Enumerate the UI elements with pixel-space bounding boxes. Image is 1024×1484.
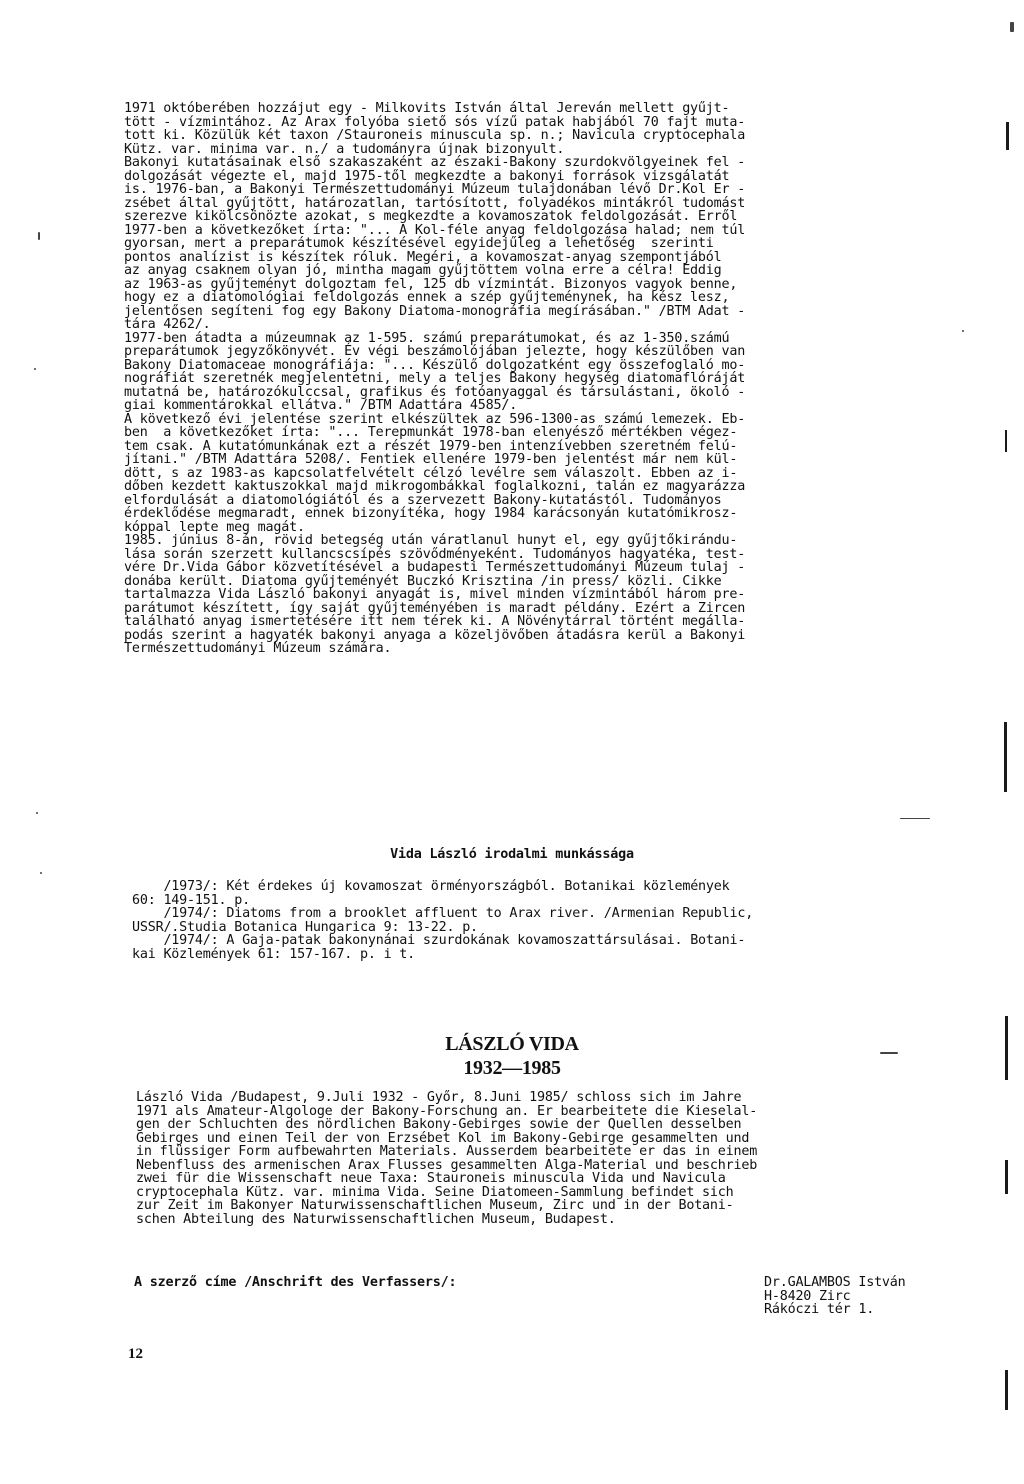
bibliography-line: /1974/: Diatoms from a brooklet affluent to Arax river. /Armenian Republic, xyxy=(132,906,754,921)
address-line: Dr.GALAMBOS István xyxy=(764,1275,906,1290)
main-text-line: 1985. június 8-án, rövid betegség után váratlanul hunyt el, egy gyűjtőkirándu- xyxy=(124,533,738,548)
biography-title-name: LÁSZLÓ VIDA xyxy=(445,1033,579,1055)
main-text-line: jítani." /BTM Adattára 5208/. Fentiek ellenére 1979-ben jelentést már nem kül- xyxy=(124,452,738,467)
bibliography-line: 60: 149-151. p. xyxy=(132,892,250,908)
scan-speck xyxy=(900,818,930,819)
main-text-line: vére Dr.Vida Gábor közvetítésével a budapesti Természettudományi Múzeum tulaj - xyxy=(124,560,746,575)
scan-edge-mark xyxy=(1005,1370,1008,1410)
main-text-line: tartalmazza Vida László bakonyi anyagát is, mivel minden vízmintából három pre- xyxy=(124,587,746,602)
main-text-block xyxy=(124,102,745,656)
main-text-line: elfordulását a diatomológiától és a szervezett Bakony-kutatástól. Tudományos xyxy=(124,492,722,508)
main-text-line: kóppal lepte meg magát. xyxy=(124,519,305,535)
german-summary-line: cryptocephala Kütz. var. minima Vida. Seine Diatomeen-Sammlung befindet sich xyxy=(136,1184,734,1200)
german-summary-line: László Vida /Budapest, 9.Juli 1932 - Győr, 8.Juni 1985/ schloss sich im Jahre xyxy=(136,1090,742,1105)
main-text-line: zsébet által gyűjtött, határozatlan, tartósított, folyadékos mintákról tudomást xyxy=(124,195,746,211)
german-summary-line: zur Zeit im Bakonyer Naturwissenschaftlichen Museum, Zirc und in der Botani- xyxy=(136,1198,734,1213)
scan-speck xyxy=(962,330,964,332)
bibliography-line: /1974/: A Gaja-patak bakonynánai szurdokának kovamoszattársulásai. Botani- xyxy=(132,933,746,948)
bibliography-block xyxy=(132,880,753,961)
biography-title-years: 1932—1985 xyxy=(463,1057,561,1079)
bibliography-line: /1973/: Két érdekes új kovamoszat örményországból. Botanikai közlemények xyxy=(132,879,730,894)
scan-edge-mark xyxy=(1005,430,1007,452)
scan-edge-mark xyxy=(1004,722,1007,792)
main-text-line: található anyag ismertetésére itt nem térek ki. A Növénytárral történt megálla- xyxy=(124,614,746,629)
main-text-line: Kütz. var. minima var. n./ a tudományra újnak bizonyult. xyxy=(124,141,565,157)
scan-speck xyxy=(38,232,40,240)
scan-edge-mark xyxy=(1005,1160,1008,1194)
main-text-line: tött - vízmintához. Az Arax folyóba siető sós vízű patak habjából 70 fajt muta- xyxy=(124,114,746,130)
german-summary-line: 1971 als Amateur-Algologe der Bakony-Forschung an. Er bearbeitete die Kieselal- xyxy=(136,1103,758,1119)
address-line: Rákóczi tér 1. xyxy=(764,1302,875,1317)
german-summary-line: Gebirges und einen Teil der von Erzsébet Kol im Bakony-Gebirge gesammelten und xyxy=(136,1130,750,1146)
main-text-line: tára 4262/. xyxy=(124,317,211,332)
scan-edge-mark xyxy=(1006,122,1009,150)
scan-speck xyxy=(1010,22,1014,32)
scan-speck xyxy=(34,368,36,370)
scan-speck xyxy=(40,872,42,874)
scan-speck xyxy=(36,812,38,814)
scan-edge-mark xyxy=(1005,1016,1008,1080)
main-text-line: 1977-ben átadta a múzeumnak az 1-595. számú preparátumokat, és az 1-350.számú xyxy=(124,330,730,346)
main-text-line: dőben kezdett kaktuszokkal majd mikrogombákkal foglalkozni, talán ez magyarázza xyxy=(124,479,746,494)
page-number: 12 xyxy=(128,1346,143,1362)
main-text-line: 1977-ben a következőket írta: "... A Kol-féle anyag feldolgozása halad; nem túl xyxy=(124,222,746,238)
bibliography-line: kai Közlemények 61: 157-167. p. i t. xyxy=(132,946,416,962)
main-text-line: lása során szerzett kullancscsípés szövődményeként. Tudományos hagyatéka, test- xyxy=(124,546,746,562)
main-text-line: Bakonyi kutatásainak első szakaszaként az északi-Bakony szurdokvölgyeinek fel - xyxy=(124,155,746,170)
main-text-line: gyorsan, mert a preparátumok készítésével egyidejűleg a lehetőség szerinti xyxy=(124,236,714,251)
main-text-line: nográfiát szeretnék megjelentetni, mely a teljes Bakony hegység diatomaflóráját xyxy=(124,371,746,386)
main-text-line: pontos analízist is készítek róluk. Megéri, a kovamoszat-anyag szempontjából xyxy=(124,249,722,265)
main-text-line: hogy ez a diatomológiai feldolgozás ennek a szép gyűjteménynek, ha kész lesz, xyxy=(124,290,730,305)
main-text-line: podás szerint a hagyaték bakonyi anyaga a közeljövőben átadásra kerül a Bakonyi xyxy=(124,627,746,643)
main-text-line: ben a következőket írta: "... Terepmunkát 1978-ban elenyésző mértékben végez- xyxy=(124,425,738,440)
german-summary-line: schen Abteilung des Naturwissenschaftlichen Museum, Budapest. xyxy=(136,1211,616,1227)
german-summary-line: zwei für die Wissenschaft neue Taxa: Stauroneis minuscula Vida und Navicula xyxy=(136,1171,726,1186)
main-text-line: az 1963-as gyűjteményt dolgoztam fel, 125 db vízmintát. Bizonyos vagyok benne, xyxy=(124,276,738,292)
author-address-label: A szerző címe /Anschrift des Verfassers/: xyxy=(134,1275,457,1290)
main-text-line: érdeklődése megmaradt, ennek bizonyítéka, hogy 1984 karácsonyán kutatómikrosz- xyxy=(124,506,738,521)
german-summary-line: Nebenfluss des armenischen Arax Flusses gesammelten Alga-Material und beschrieb xyxy=(136,1157,758,1173)
main-text-line: preparátumok jegyzőkönyvét. Év végi beszámolójában jelezte, hogy készülőben van xyxy=(124,344,746,359)
main-text-line: parátumot készített, így saját gyűjteményében is maradt példány. Ezért a Zircen xyxy=(124,600,746,616)
main-text-line: A következő évi jelentése szerint elkészültek az 596-1300-as számú lemezek. Eb- xyxy=(124,411,746,427)
main-text-line: tem csak. A kutatómunkának ezt a részét 1979-ben intenzívebben szeretném felú- xyxy=(124,438,738,454)
author-address-block xyxy=(764,1276,906,1317)
main-text-line: 1971 októberében hozzájut egy - Milkovits István által Jereván mellett gyűjt- xyxy=(124,101,730,116)
main-text-line: jelentősen segíteni fog egy Bakony Diatoma-monográfia megírásában." /BTM Adat - xyxy=(124,303,746,319)
bibliography-line: USSR/.Studia Botanica Hungarica 9: 13-22. p. xyxy=(132,919,478,935)
main-text-line: giai kommentárokkal ellátva." /BTM Adattára 4585/. xyxy=(124,398,518,413)
main-text-line: Természettudományi Múzeum számára. xyxy=(124,641,392,656)
main-text-line: tott ki. Közülük két taxon /Stauroneis minuscula sp. n.; Navicula cryptocephala xyxy=(124,128,746,143)
main-text-line: dött, s az 1983-as kapcsolatfelvételt célzó levélre sem válaszolt. Ebben az i- xyxy=(124,465,738,481)
scan-speck xyxy=(880,1052,898,1054)
german-summary-line: gen der Schluchten des nördlichen Bakony-Gebirges sowie der Quellen desselben xyxy=(136,1117,742,1132)
address-line: H-8420 Zirc xyxy=(764,1288,851,1304)
main-text-line: mutatná be, határozókulccsal, grafikus és fotóanyaggal és társulástani, ökoló - xyxy=(124,384,746,400)
main-text-line: is. 1976-ban, a Bakonyi Természettudományi Múzeum tulajdonában lévő Dr.Kol Er - xyxy=(124,182,746,197)
german-summary-line: in flüssiger Form aufbewahrten Materials. Ausserdem bearbeitete er das in einem xyxy=(136,1144,758,1159)
main-text-line: szerezve kikölcsönözte azokat, s megkezdte a kovamoszatok feldolgozását. Erről xyxy=(124,209,738,224)
biography-title xyxy=(0,1032,1024,1080)
german-summary-block xyxy=(136,1091,757,1226)
bibliography-heading: Vida László irodalmi munkássága xyxy=(390,847,634,862)
main-text-line: az anyag csaknem olyan jó, mintha magam gyűjtöttem volna erre a célra! Eddig xyxy=(124,263,722,278)
main-text-line: donába került. Diatoma gyűjteményét Buczkó Krisztina /in press/ közli. Cikke xyxy=(124,573,722,589)
main-text-line: Bakony Diatomaceae monográfiája: "... Készülő dolgozatként egy összefoglaló mo- xyxy=(124,357,746,373)
main-text-line: dolgozását végezte el, majd 1975-től megkezdte a bakonyi források vizsgálatát xyxy=(124,168,730,184)
